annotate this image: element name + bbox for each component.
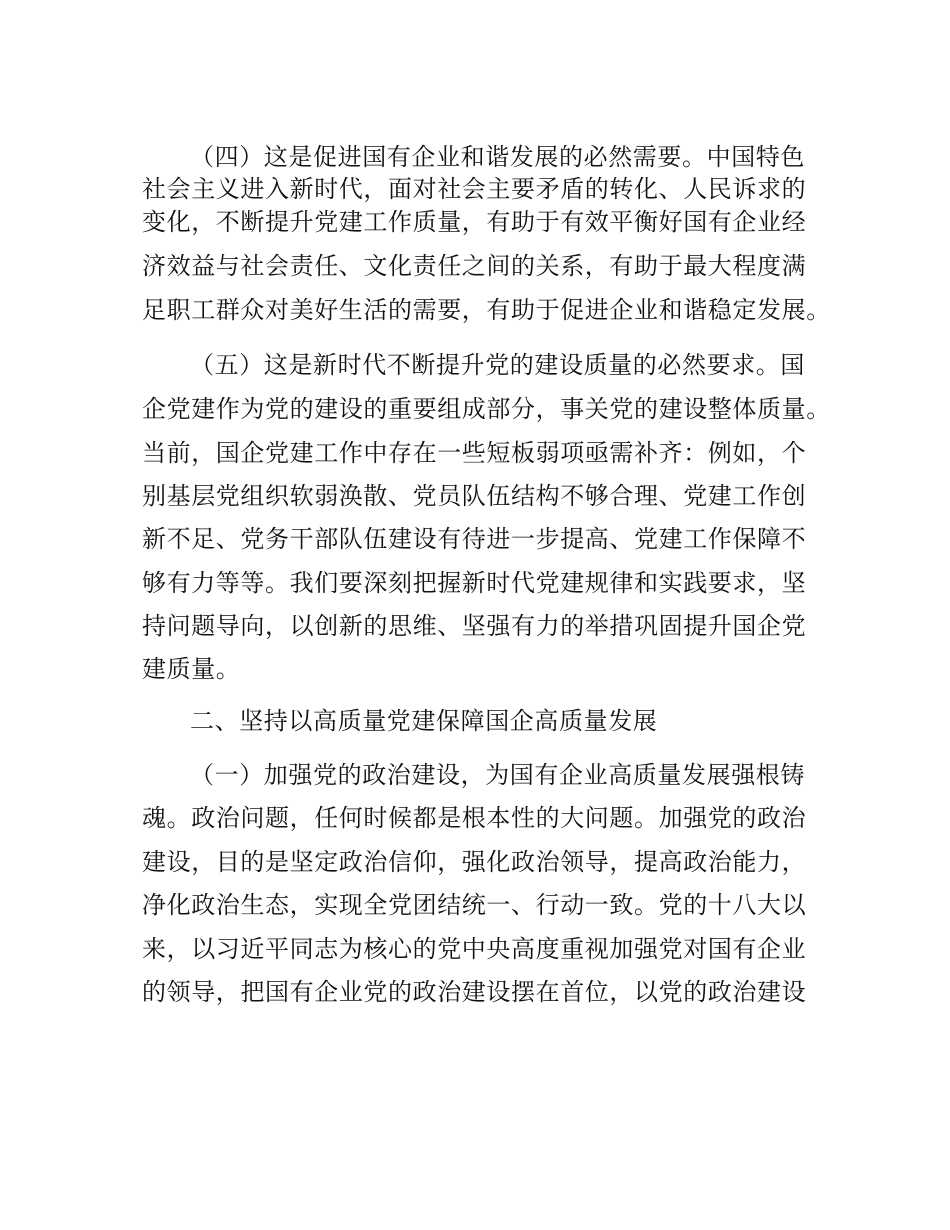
text-line: 持问题导向，以创新的思维、坚强有力的举措巩固提升国企党 bbox=[142, 612, 807, 640]
text-line: 建质量。 bbox=[142, 655, 241, 683]
text-line: 济效益与社会责任、文化责任之间的关系，有助于最大程度满 bbox=[142, 252, 807, 280]
text-line: 足职工群众对美好生活的需要，有助于促进企业和谐稳定发展。 bbox=[142, 296, 831, 324]
text-line: 的领导，把国有企业党的政治建设摆在首位，以党的政治建设 bbox=[142, 978, 807, 1006]
text-line: 企党建作为党的建设的重要组成部分，事关党的建设整体质量。 bbox=[142, 395, 831, 423]
text-line: 变化，不断提升党建工作质量，有助于有效平衡好国有企业经 bbox=[142, 208, 807, 236]
text-line: （一）加强党的政治建设，为国有企业高质量发展强根铸 bbox=[190, 761, 805, 789]
text-line: （四）这是促进国有企业和谐发展的必然需要。中国特色 bbox=[190, 143, 805, 171]
text-line: 新不足、党务干部队伍建设有待进一步提高、党建工作保障不 bbox=[142, 525, 807, 553]
text-line: 来，以习近平同志为核心的党中央高度重视加强党对国有企业 bbox=[142, 935, 807, 963]
text-line: 社会主义进入新时代，面对社会主要矛盾的转化、人民诉求的 bbox=[142, 175, 807, 203]
text-line: 魂。政治问题，任何时候都是根本性的大问题。加强党的政治 bbox=[142, 804, 807, 832]
text-line: 够有力等等。我们要深刻把握新时代党建规律和实践要求，坚 bbox=[142, 569, 807, 597]
text-line: 当前，国企党建工作中存在一些短板弱项亟需补齐：例如，个 bbox=[142, 439, 807, 467]
text-line: （五）这是新时代不断提升党的建设质量的必然要求。国 bbox=[190, 351, 805, 379]
heading-text: 二、坚持以高质量党建保障国企高质量发展 bbox=[190, 707, 658, 735]
text-line: 别基层党组织软弱涣散、党员队伍结构不够合理、党建工作创 bbox=[142, 482, 807, 510]
text-line: 建设，目的是坚定政治信仰，强化政治领导，提高政治能力， bbox=[142, 848, 807, 876]
text-line: 净化政治生态，实现全党团结统一、行动一致。党的十八大以 bbox=[142, 891, 807, 919]
